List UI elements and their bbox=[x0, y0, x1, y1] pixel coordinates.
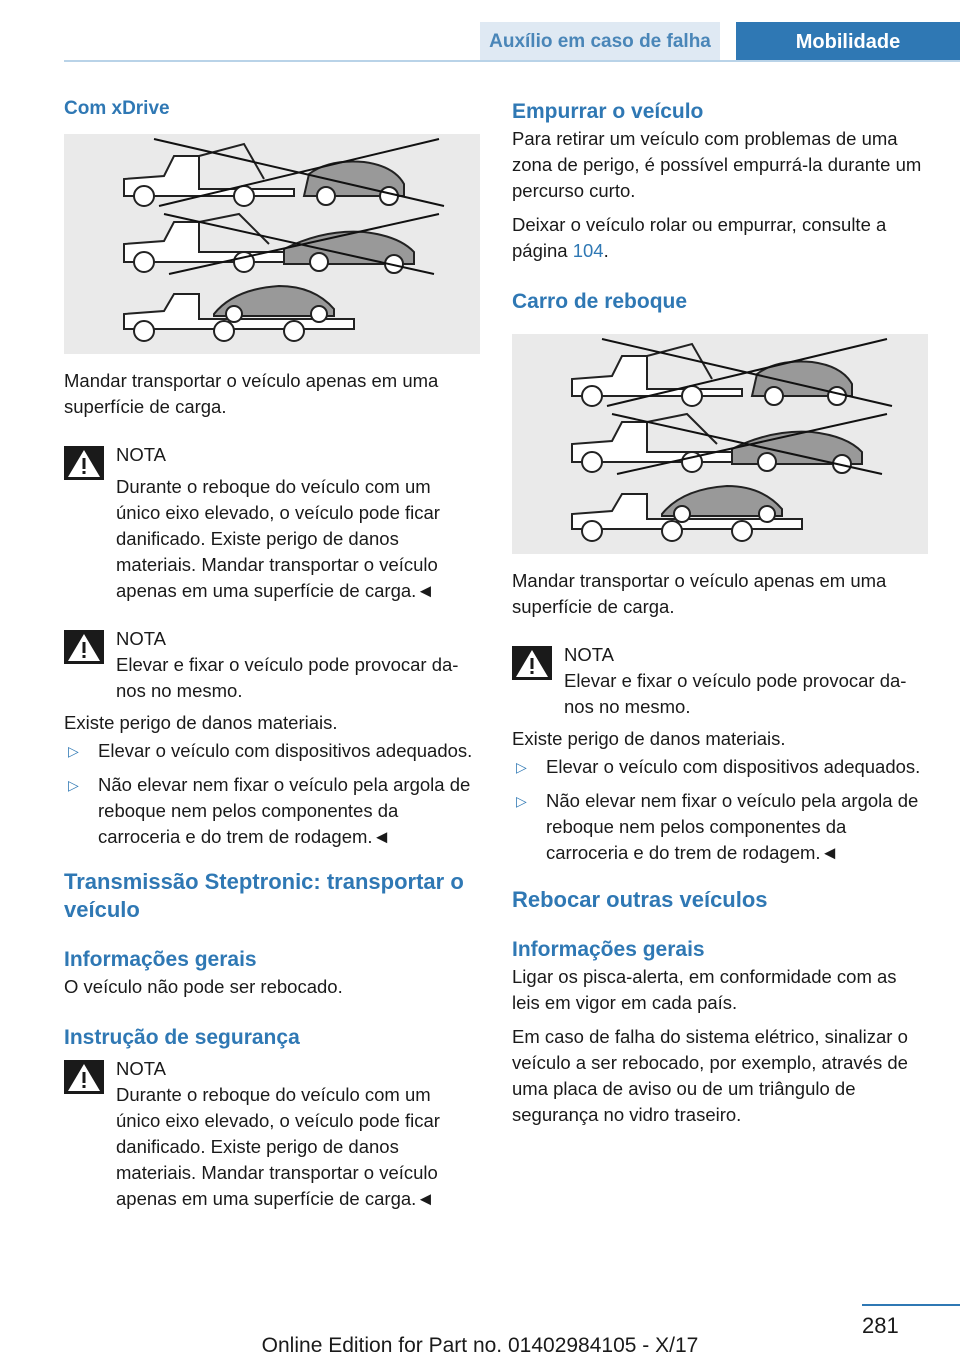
triangle-bullet-icon: ▷ bbox=[68, 743, 79, 759]
warning-icon bbox=[512, 646, 552, 680]
triangle-bullet-icon: ▷ bbox=[68, 777, 79, 793]
triangle-bullet-icon: ▷ bbox=[516, 793, 527, 809]
other-text-1: Ligar os pisca-alerta, em conformidade com as leis em vigor em cada país. bbox=[512, 966, 897, 1013]
warning-note-1 bbox=[64, 442, 480, 604]
warning-list bbox=[64, 738, 480, 850]
triangle-bullet-icon: ▷ bbox=[516, 759, 527, 775]
list-item: ▷ Não elevar nem fixar o veículo pela argola de reboque nem pelos componentes da carroceria e do trem de rodagem.◄ bbox=[516, 790, 919, 863]
general-info-text: O veículo não pode ser rebocado. bbox=[64, 976, 343, 997]
footer-edition: Online Edition for Part no. 01402984105 - X/17 bbox=[261, 1334, 699, 1357]
warning-body: Elevar e fixar o veículo pode provocar danos no mesmo. bbox=[116, 654, 459, 701]
warning-title: NOTA bbox=[116, 628, 167, 649]
warning-icon bbox=[64, 630, 104, 664]
other-text-2: Em caso de falha do sistema elétrico, sinalizar o veículo a ser rebocado, por exemplo, através de uma placa de aviso ou de um triângulo de segurança no vidro traseiro. bbox=[512, 1026, 908, 1125]
page-number: 281 bbox=[862, 1313, 899, 1338]
warning-body: Elevar e fixar o veículo pode provocar danos no mesmo. bbox=[564, 670, 907, 717]
tow-truck-caption: Mandar transportar o veículo apenas em uma superfície de carga. bbox=[512, 570, 887, 617]
xdrive-heading: Com xDrive bbox=[64, 98, 170, 119]
left-column bbox=[64, 98, 480, 1212]
towing-trucks-image bbox=[64, 134, 480, 354]
xdrive-caption: Mandar transportar o veículo apenas em uma superfície de carga. bbox=[64, 370, 439, 417]
push-text: Para retirar um veículo com problemas de uma zona de perigo, é possível empurrá-la durante um percurso curto. bbox=[512, 128, 922, 201]
warning-list bbox=[512, 754, 928, 866]
warning-title: NOTA bbox=[116, 1058, 167, 1079]
list-item: ▷ Elevar o veículo com dispositivos adequados. bbox=[64, 738, 480, 764]
warning-title: NOTA bbox=[564, 644, 615, 665]
towing-trucks-image bbox=[512, 334, 928, 554]
tow-truck-illustration bbox=[512, 334, 928, 554]
header-rule bbox=[64, 60, 960, 62]
warning-title: NOTA bbox=[116, 444, 167, 465]
list-item: ▷ Elevar o veículo com dispositivos adequados. bbox=[512, 754, 928, 780]
warning-extra-text: Existe perigo de danos materiais. bbox=[64, 712, 338, 733]
list-item: ▷ Não elevar nem fixar o veículo pela argola de reboque nem pelos componentes da carroceria e do trem de rodagem.◄ bbox=[68, 774, 471, 847]
warning-extra-text: Existe perigo de danos materiais. bbox=[512, 728, 786, 749]
general-info-heading: Informações gerais bbox=[64, 948, 257, 971]
page-number-rule bbox=[862, 1304, 960, 1306]
push-heading: Empurrar o veículo bbox=[512, 100, 704, 123]
tow-truck-heading: Carro de reboque bbox=[512, 290, 688, 313]
steptronic-heading: Transmissão Steptronic: transportar o veículo bbox=[64, 869, 464, 922]
tow-other-heading: Rebocar outras veículos bbox=[512, 887, 768, 912]
header-chapter-tab[interactable]: Mobilidade bbox=[736, 22, 960, 62]
warning-note-4 bbox=[512, 642, 928, 720]
warning-icon bbox=[64, 1060, 104, 1094]
warning-body: Durante o reboque do veículo com um único eixo elevado, o veículo pode ficar danificado. Existe perigo de danos materiais. Mandar transportar o veículo apenas em uma superfície de carga.◄ bbox=[116, 1084, 440, 1209]
warning-body: Durante o reboque do veículo com um único eixo elevado, o veículo pode ficar danificado. Existe perigo de danos materiais. Mandar transportar o veículo apenas em uma superfície de carga.◄ bbox=[116, 476, 440, 601]
warning-icon bbox=[64, 446, 104, 480]
page-link[interactable]: 104 bbox=[572, 240, 604, 261]
other-general-heading: Informações gerais bbox=[512, 938, 705, 961]
push-reference: Deixar o veículo rolar ou empurrar, consulte a página 104. bbox=[512, 214, 887, 261]
header-section-title: Auxílio em caso de falha bbox=[480, 22, 720, 62]
warning-note-2 bbox=[64, 626, 480, 704]
right-column bbox=[512, 98, 928, 1128]
safety-heading: Instrução de segurança bbox=[64, 1026, 300, 1049]
xdrive-towing-illustration bbox=[64, 134, 480, 354]
warning-note-3 bbox=[64, 1056, 480, 1212]
